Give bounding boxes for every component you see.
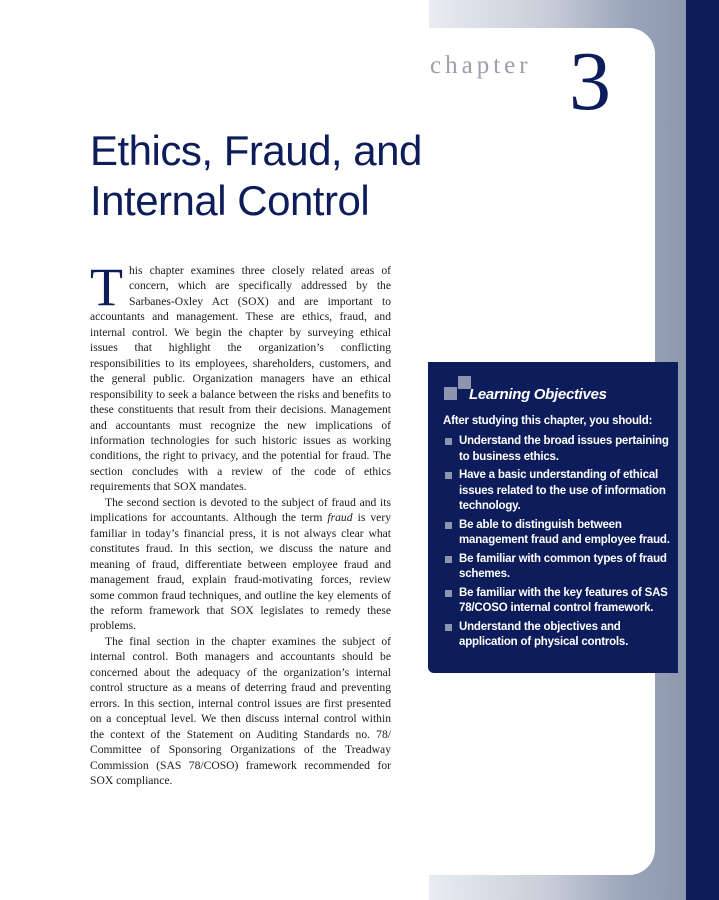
learning-objectives-box xyxy=(428,362,678,673)
learning-objectives-heading: Learning Objectives xyxy=(469,386,607,403)
square-bullet-icon xyxy=(445,438,452,445)
intro-paragraph-2-emphasis: fraud xyxy=(327,511,353,525)
chapter-number: 3 xyxy=(569,35,611,128)
intro-paragraph-2-start: The second section is devoted to the subject of fraud and its implications for accountants. Although the term xyxy=(90,495,391,525)
intro-paragraph-1 xyxy=(90,257,391,495)
drop-cap: T xyxy=(90,257,123,317)
list-item: Be familiar with the key features of SAS 78/COSO internal control framework. xyxy=(443,586,671,617)
learning-objectives-list xyxy=(443,434,671,654)
intro-paragraph-2 xyxy=(90,495,391,634)
intro-paragraph-3: The final section in the chapter examines the subject of internal control. Both managers and accountants should be concerned about the adequacy of the organization’s internal control structure as a means of deterring fraud and preventing errors. In this section, internal control issues are first presented on a conceptual level. We then discuss internal control within the context of the Statement on Auditing Standards no. 78/ Committee of Sponsoring Organizations of the Treadway Commission (SAS 78/COSO) framework recommended for SOX compliance. xyxy=(90,634,391,787)
square-bullet-icon xyxy=(445,522,452,529)
chapter-title-line-1: Ethics, Fraud, and xyxy=(90,127,422,174)
intro-paragraph-2-end: is very familiar in today’s financial press, it is not always clear what constitutes fraud. In this section, we discuss the nature and meaning of fraud, differentiate between employee fraud and management fraud, explain fraud-motivating forces, review some common fraud techniques, and outline the key elements of the reform framework that SOX legislates to remedy these problems. xyxy=(90,511,391,633)
right-navy-stripe xyxy=(686,0,719,900)
list-item: Be familiar with common types of fraud schemes. xyxy=(443,552,671,583)
list-item: Understand the objectives and application of physical controls. xyxy=(443,620,671,651)
intro-paragraph-1-text: his chapter examines three closely related areas of concern, which are specifically addressed by the Sarbanes-Oxley Act (SOX) and are important to accountants and management. These are ethics, fraud, and internal control. We begin the chapter by surveying ethical issues that highlight the organization’s conflicting responsibilities to its employees, shareholders, customers, and the general public. Organization managers have an ethical responsibility to seek a balance between the risks and benefits to these constituents that result from their decisions. Management and accountants must recognize the new implications of information technologies for such historic issues as working conditions, the right to privacy, and the potential for fraud. The section concludes with a review of the code of ethics requirements that SOX mandates. xyxy=(90,264,391,494)
chapter-title-line-2: Internal Control xyxy=(90,177,370,224)
square-bullet-icon xyxy=(445,472,452,479)
list-item: Be able to distinguish between management fraud and employee fraud. xyxy=(443,518,671,549)
chapter-intro-text xyxy=(90,257,391,788)
square-bullet-icon xyxy=(445,624,452,631)
learning-objectives-intro: After studying this chapter, you should: xyxy=(443,415,653,427)
square-bullet-icon xyxy=(445,556,452,563)
chapter-title xyxy=(90,126,450,226)
chapter-label: chapter xyxy=(430,52,532,79)
list-item: Have a basic understanding of ethical issues related to the use of information technology. xyxy=(443,468,671,515)
square-bullet-icon xyxy=(445,590,452,597)
list-item: Understand the broad issues pertaining to business ethics. xyxy=(443,434,671,465)
